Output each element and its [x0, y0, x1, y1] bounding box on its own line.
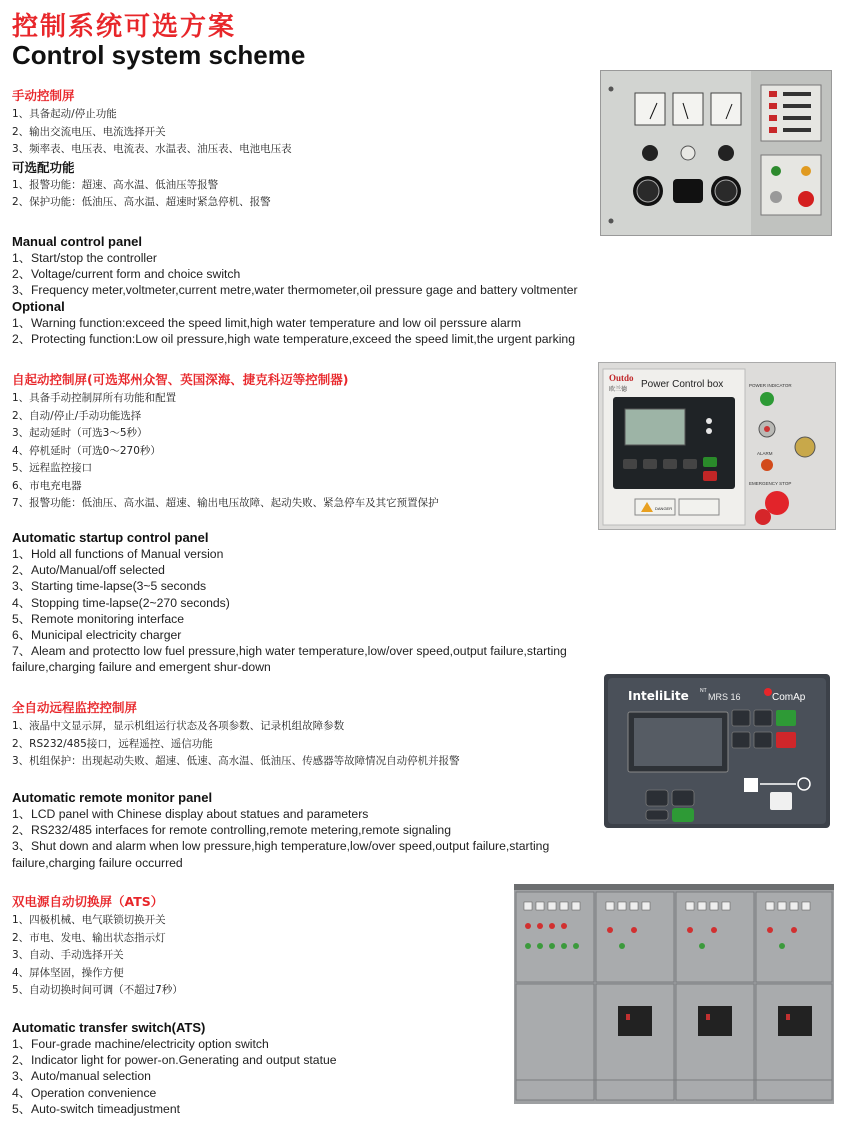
remote-cn-item: 1、液晶中文显示屏，显示机组运行状态及各项参数、记录机组故障参数 — [12, 720, 345, 732]
manual-en-item: 2、Voltage/current form and choice switch — [12, 267, 241, 282]
ats-en-item: 5、Auto-switch timeadjustment — [12, 1101, 180, 1116]
panel2-alarm-label: ALARM — [757, 451, 773, 456]
page-title-en: Control system scheme — [12, 40, 306, 70]
ats-en-title: Automatic transfer switch(ATS) — [12, 1020, 206, 1035]
ats-cn-title: 双电源自动切换屏（ATS） — [12, 894, 164, 909]
power-control-box-image — [598, 362, 836, 530]
auto-en-item: 4、Stopping time-lapse(2~270 seconds) — [12, 595, 230, 610]
ats-en-item: 3、Auto/manual selection — [12, 1069, 151, 1084]
remote-cn-title: 全自动远程监控控制屏 — [12, 700, 138, 715]
panel2-brand-cn: 欧兰德 — [609, 386, 628, 393]
auto-en-item: 2、Auto/Manual/off selected — [12, 563, 165, 578]
manual-cn-optional-item: 2、保护功能：低油压、高水温、超速时紧急停机、报警 — [12, 196, 271, 208]
ats-en-item: 4、Operation convenience — [12, 1085, 157, 1100]
ats-cabinet-image — [514, 884, 834, 1104]
auto-cn-item: 1、具备手动控制屏所有功能和配置 — [12, 392, 177, 404]
auto-cn-item: 2、自动/停止/手动功能选择 — [12, 409, 142, 422]
ats-cn-item: 5、自动切换时间可调（不超过7秒） — [12, 984, 183, 996]
auto-cn-item: 5、远程监控接口 — [12, 462, 93, 474]
manual-en-optional-item: 2、Protecting function:Low oil pressure,high wate temperature,exceed the speed limit,the urgent parking — [12, 331, 575, 346]
auto-cn-title: 自起动控制屏(可选郑州众智、英国深海、捷克科迈等控制器) — [12, 372, 349, 387]
auto-cn-item: 3、起动延时（可选3～5秒） — [12, 427, 148, 439]
auto-cn-item: 6、市电充电器 — [12, 479, 82, 492]
auto-en-item: 3、Starting time-lapse(3~5 seconds — [12, 579, 207, 594]
remote-en-section — [12, 790, 602, 871]
auto-en-item: 7、Aleam and protectto low fuel pressure,high water temperature,low/over speed,output failure,starting failure,charging failure and emergent shur-down — [12, 644, 567, 675]
panel3-brand: InteliLite — [628, 689, 689, 703]
remote-section — [12, 698, 460, 771]
intelilite-controller-image — [604, 674, 830, 828]
ats-cn-item: 1、四极机械、电气联锁切换开关 — [12, 914, 166, 926]
remote-cn-item: 3、机组保护：出现起动失败、超速、低速、高水温、低油压、传感器等故障情况自动停机并报警 — [12, 755, 460, 767]
manual-en-title: Manual control panel — [12, 234, 143, 249]
auto-en-section — [12, 530, 602, 676]
panel3-model: MRS 16 — [708, 692, 741, 702]
auto-cn-item: 7、报警功能：低油压、高水温、超速、输出电压故障、起动失败、紧急停车及其它预置保护 — [12, 497, 439, 509]
panel2-danger: DANGER — [655, 506, 673, 511]
manual-cn-item: 2、输出交流电压、电流选择开关 — [12, 125, 166, 138]
ats-cn-item: 4、屏体坚固，操作方便 — [12, 966, 124, 979]
auto-en-item: 6、Municipal electricity charger — [12, 628, 182, 643]
manual-en-section — [12, 234, 612, 347]
page-title-cn: 控制系统可选方案 — [12, 12, 237, 42]
remote-en-title: Automatic remote monitor panel — [12, 790, 213, 805]
manual-panel-image — [600, 70, 832, 236]
ats-cn-item: 3、自动、手动选择开关 — [12, 949, 124, 961]
ats-section — [12, 892, 183, 1000]
panel2-power-label: POWER INDICATOR — [749, 383, 792, 388]
manual-cn-item: 1、具备起动/停止功能 — [12, 108, 117, 120]
remote-en-item: 2、RS232/485 interfaces for remote controlling,remote metering,remote signaling — [12, 823, 451, 838]
auto-en-item: 5、Remote monitoring interface — [12, 611, 185, 626]
remote-en-item: 1、LCD panel with Chinese display about statues and parameters — [12, 807, 369, 821]
panel2-title: Power Control box — [641, 379, 724, 390]
manual-cn-item: 3、频率表、电压表、电流表、水温表、油压表、电池电压表 — [12, 143, 292, 155]
panel3-maker: ComAp — [772, 692, 806, 703]
panel3-sup: NT — [700, 688, 707, 694]
auto-en-title: Automatic startup control panel — [12, 530, 209, 545]
manual-section — [12, 86, 292, 212]
manual-en-item: 1、Start/stop the controller — [12, 251, 157, 265]
ats-en-section — [12, 1020, 502, 1117]
remote-cn-item: 2、RS232/485接口，远程遥控、遥信功能 — [12, 737, 213, 750]
manual-en-optional-title: Optional — [12, 298, 65, 314]
remote-en-item: 3、Shut down and alarm when low pressure,high temperature,low/over speed,output failure,starting failure,charging failure occurred — [12, 839, 550, 870]
ats-en-item: 1、Four-grade machine/electricity option switch — [12, 1037, 269, 1051]
ats-cn-item: 2、市电、发电、输出状态指示灯 — [12, 931, 166, 944]
manual-cn-optional-title: 可选配功能 — [12, 159, 75, 175]
manual-en-optional-item: 1、Warning function:exceed the speed limit,high water temperature and low oil perssure alarm — [12, 315, 521, 330]
ats-en-item: 2、Indicator light for power-on.Generating and output statue — [12, 1053, 337, 1068]
panel2-brand: Outdo — [609, 373, 634, 383]
panel2-estop-label: EMERGENCY STOP — [749, 481, 792, 486]
auto-section — [12, 370, 439, 513]
auto-cn-item: 4、停机延时（可选0～270秒） — [12, 444, 161, 457]
manual-en-item: 3、Frequency meter,voltmeter,current metre,water thermometer,oil pressure gage and battery voltmenter — [12, 283, 578, 298]
auto-en-item: 1、Hold all functions of Manual version — [12, 547, 224, 561]
manual-cn-optional-item: 1、报警功能：超速、高水温、低油压等报警 — [12, 178, 219, 191]
manual-cn-title: 手动控制屏 — [12, 88, 75, 103]
